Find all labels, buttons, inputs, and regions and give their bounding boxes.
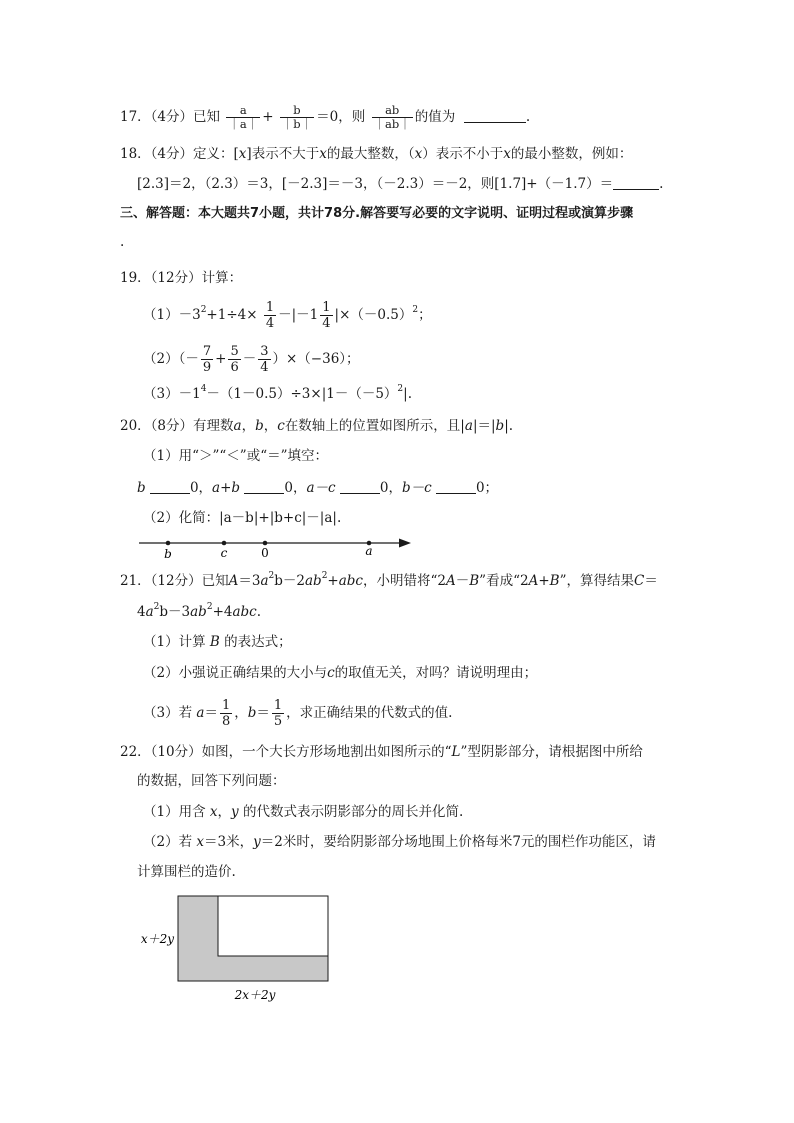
label-zero: 0 <box>261 546 269 560</box>
label-c: c <box>220 546 228 560</box>
answer-blank[interactable] <box>613 175 659 190</box>
q22-part1: （1）用含 x，y 的代数式表示阴影部分的周长并化简. <box>143 804 464 820</box>
label-left: x＋2y <box>140 932 174 946</box>
q21-part1: （1）计算 B 的表达式； <box>143 634 292 650</box>
answer-blank[interactable] <box>150 479 190 494</box>
q20-part1: （1）用“＞”“＜”或“＝”填空： <box>143 448 328 464</box>
fraction-5-6: $\frac{5}{6}$ <box>230 344 239 375</box>
q20-head: 20．（8分）有理数a，b，c在数轴上的位置如图所示，且|a|＝|b|. <box>120 418 514 434</box>
fraction-3-4: $\frac{3}{4}$ <box>260 344 269 375</box>
answer-blank[interactable] <box>464 108 526 123</box>
l-shape-figure <box>130 890 350 1010</box>
fraction-a-over-abs-a: $\frac{a}{|a|}$ <box>228 103 259 131</box>
cut-rectangle <box>218 896 328 956</box>
answer-blank[interactable] <box>436 479 476 494</box>
q19-part3: $(3)-1^4-(1-0.5)\div 3\times|1-(-5)^2|$. <box>143 384 412 402</box>
q22-part2: （2）若 x＝3米，y＝2米时，要给阴影部分场地围上价格每米7元的围栏作功能区，请 <box>143 834 656 850</box>
section-title: 三、解答题：本大题共7小题，共计78分.解答要写必要的文字说明、证明过程或演算步骤 <box>120 206 634 221</box>
point-b <box>166 541 171 546</box>
point-zero <box>263 541 268 546</box>
q21-part2: （2）小强说正确结果的大小与c的取值无关，对吗？请说明理由； <box>143 665 538 681</box>
q20-fill-line: b 0，a+b 0，a－c 0，b－c 0； <box>137 480 499 496</box>
section-title-dot: . <box>120 234 125 250</box>
number-line <box>135 533 425 563</box>
label-b: b <box>164 547 172 561</box>
q19-head: 19．（12分）计算： <box>120 270 243 286</box>
answer-blank[interactable] <box>340 479 380 494</box>
fraction-7-9: $\frac{7}{9}$ <box>202 344 212 375</box>
q20-part2: （2）化简：|a－b|+|b+c|－|a|. <box>143 510 342 526</box>
q18-line2: [2.3]＝2，（2.3）＝3，[－2.3]＝－3，（－2.3）＝－2，则[1.7]+（－1.7）＝ . <box>137 176 664 192</box>
q19-part1: $(1)-3^2+1\div 4\times$ $\frac{1}{4}$ －|－1 $\frac{1}{4}$ $|\times(-0.5)^2$； <box>143 300 432 331</box>
point-c <box>222 541 227 546</box>
label-a: a <box>365 544 373 558</box>
label-bottom: 2x＋2y <box>234 988 276 1002</box>
q21-part3: （3）若 a＝ $\frac{1}{8}$ ，b＝ $\frac{1}{5}$ ，求正确结果的代数式的值. <box>143 698 453 729</box>
fraction-1-8: $\frac{1}{8}$ <box>221 698 231 729</box>
arrow-icon <box>399 539 411 548</box>
q22-line2: 的数据，回答下列问题： <box>137 773 286 789</box>
q21-line2: $4a^2b-3ab^2+4abc$. <box>137 602 262 620</box>
q19-part2: （2）（－ $\frac{7}{9}$ + $\frac{5}{6}$ － $\frac{3}{4}$ ）×（−36）； <box>143 344 360 375</box>
q21-line1: 21．（12分）已知$A=3a^2b-2ab^2+abc$，小明错将“2A－B”看成“2A+B”，算得结果C＝ <box>120 571 658 589</box>
q17: 17．（4分）已知 $\frac{a}{|a|}$ + $\frac{b}{|b|}$ ＝0，则 $\frac{ab}{|ab|}$ 的值为 . <box>120 103 531 131</box>
fraction-ab-over-abs-ab: $\frac{ab}{|ab|}$ <box>373 103 411 131</box>
fraction-b-over-abs-b: $\frac{b}{|b|}$ <box>281 103 313 131</box>
fraction-1-5: $\frac{1}{5}$ <box>273 698 283 729</box>
q22-line1: 22．（10分）如图，一个大长方形场地割出如图所示的“L”型阴影部分，请根据图中所给 <box>120 744 643 760</box>
fraction-1-4: $\frac{1}{4}$ <box>265 300 275 331</box>
fraction-1-4: $\frac{1}{4}$ <box>322 300 331 331</box>
q18-line1: 18．（4分）定义：[x]表示不大于x的最大整数，（x）表示不小于x的最小整数，例如： <box>120 146 633 162</box>
q22-part2-cont: 计算围栏的造价. <box>137 864 236 880</box>
answer-blank[interactable] <box>244 479 284 494</box>
